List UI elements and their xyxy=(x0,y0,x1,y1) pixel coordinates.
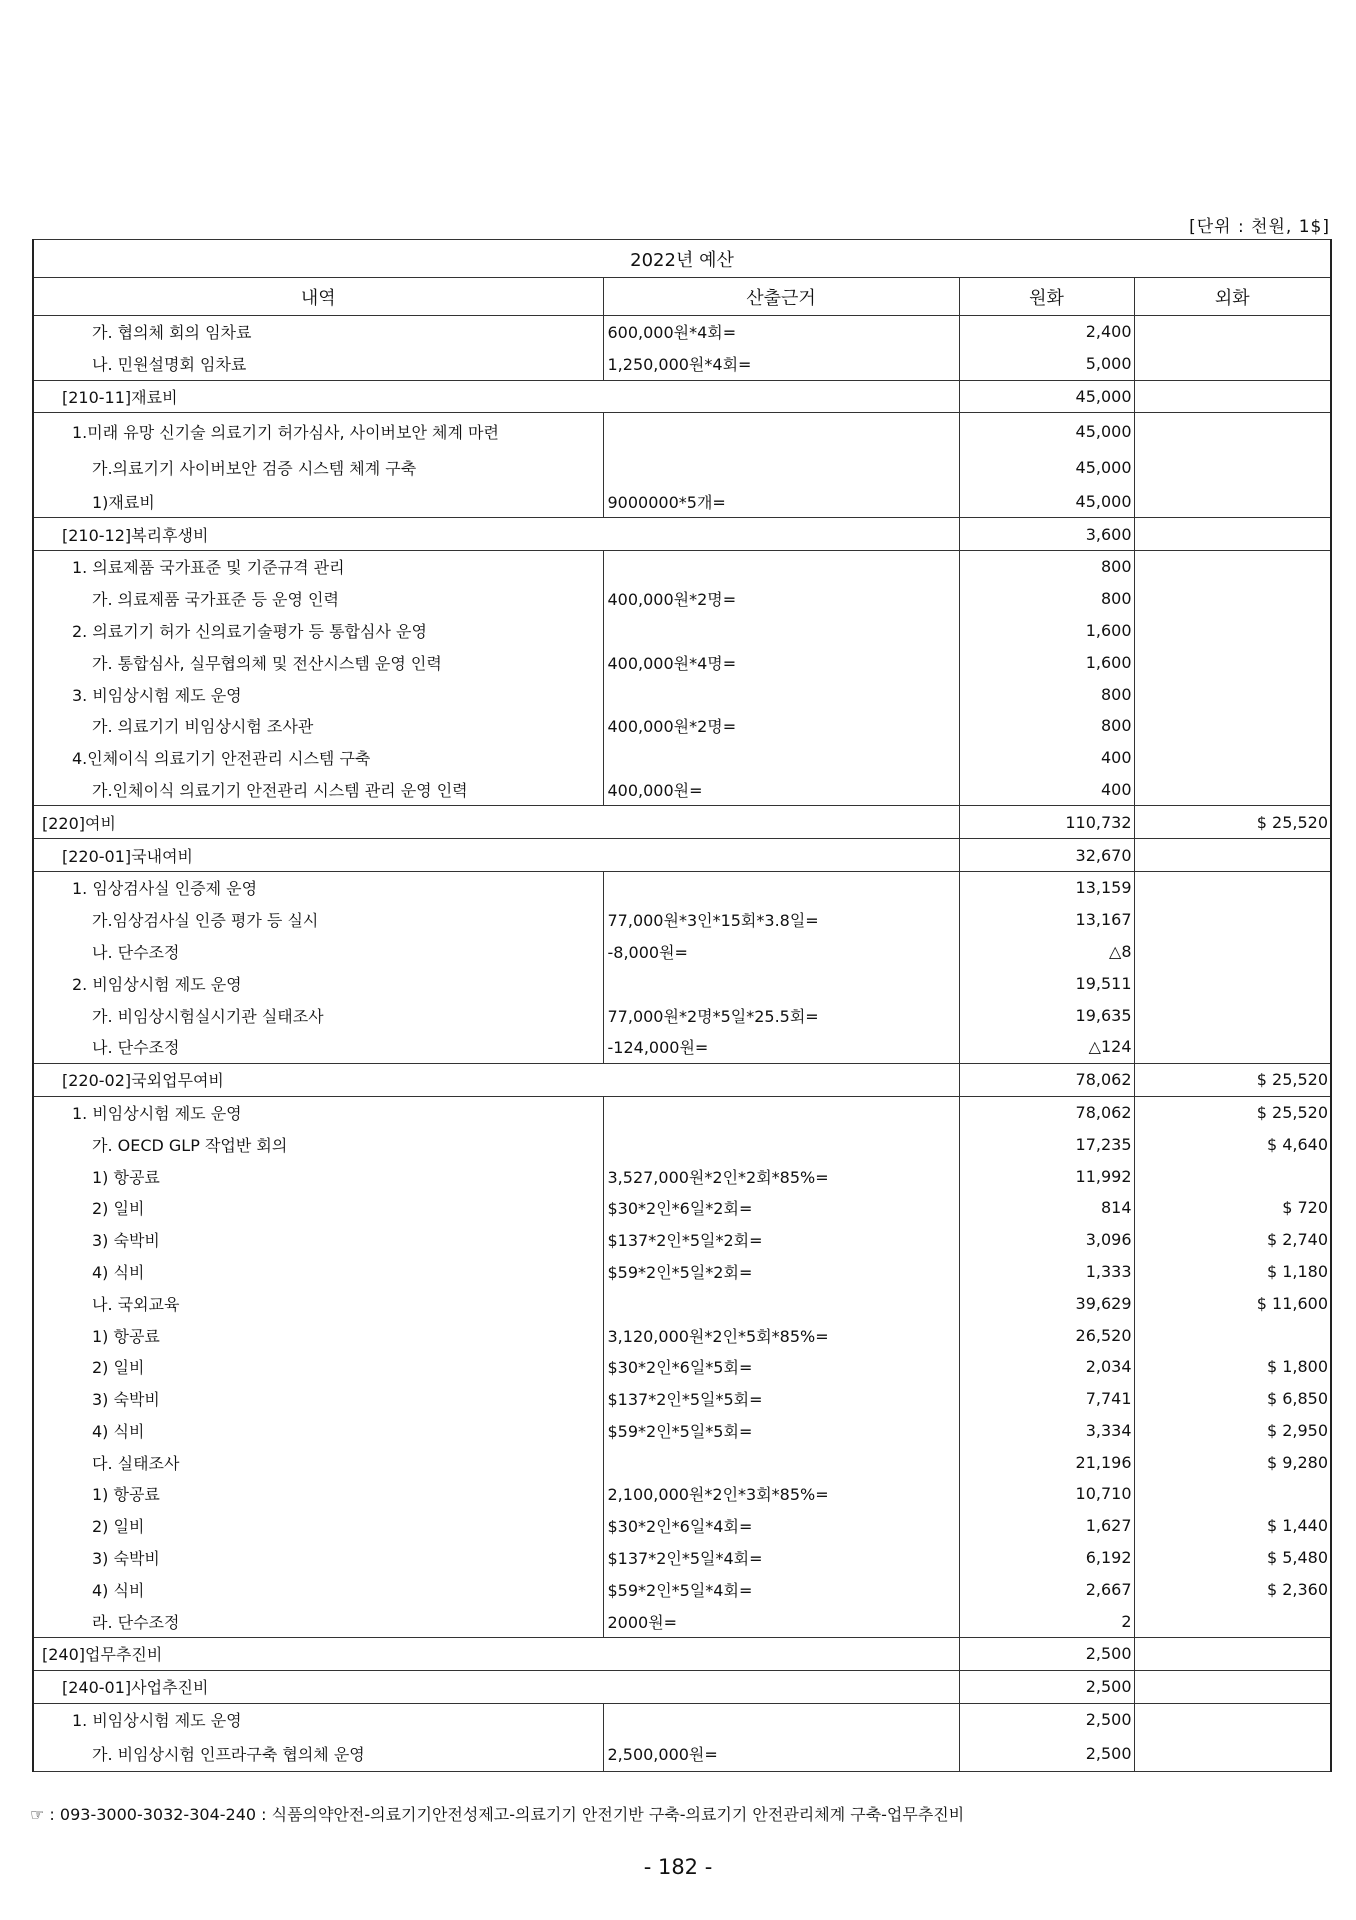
row-desc: 가. 비임상시험실시기관 실태조사 xyxy=(33,999,603,1031)
row-usd: $ 25,520 xyxy=(1134,1063,1331,1096)
table-row xyxy=(33,1031,1331,1063)
row-basis xyxy=(603,967,959,999)
row-basis: -124,000원= xyxy=(603,1031,959,1063)
row-desc: 가. 통합심사, 실무협의체 및 전산시스템 운영 인력 xyxy=(33,646,603,678)
section-row xyxy=(33,839,1331,872)
row-usd xyxy=(1134,615,1331,647)
row-desc: 가. 비임상시험 인프라구축 협의체 운영 xyxy=(33,1735,603,1772)
row-basis: 9000000*5개= xyxy=(603,485,959,517)
row-usd xyxy=(1134,742,1331,774)
col-header-desc: 내역 xyxy=(33,278,603,316)
row-desc: 가. 의료기기 비임상시험 조사관 xyxy=(33,710,603,742)
section-row xyxy=(33,1063,1331,1096)
row-krw: 800 xyxy=(959,678,1134,710)
row-krw: 32,670 xyxy=(959,839,1134,872)
row-basis: $30*2인*6일*5회= xyxy=(603,1351,959,1383)
table-row xyxy=(33,904,1331,936)
row-basis xyxy=(603,615,959,647)
section-row xyxy=(33,1638,1331,1671)
table-row xyxy=(33,999,1331,1031)
row-basis: $30*2인*6일*2회= xyxy=(603,1192,959,1224)
row-desc: 4) 식비 xyxy=(33,1415,603,1447)
row-basis: $59*2인*5일*4회= xyxy=(603,1573,959,1605)
table-row xyxy=(33,1415,1331,1447)
row-basis: 77,000원*2명*5일*25.5회= xyxy=(603,999,959,1031)
row-desc: 가. 협의체 회의 임차료 xyxy=(33,316,603,348)
row-basis: 2000원= xyxy=(603,1605,959,1637)
row-krw: 2 xyxy=(959,1605,1134,1637)
row-basis: 400,000원*2명= xyxy=(603,583,959,615)
row-desc: 가.의료기기 사이버보안 검증 시스템 체계 구축 xyxy=(33,449,603,485)
row-usd: $ 6,850 xyxy=(1134,1383,1331,1415)
section-label: [220]여비 xyxy=(33,806,959,839)
table-row xyxy=(33,485,1331,517)
table-row xyxy=(33,678,1331,710)
row-krw: 45,000 xyxy=(959,449,1134,485)
row-krw: 5,000 xyxy=(959,348,1134,380)
row-basis xyxy=(603,678,959,710)
page-number: - 182 - xyxy=(643,1855,713,1879)
row-krw: 19,511 xyxy=(959,967,1134,999)
section-row xyxy=(33,518,1331,551)
row-basis: 600,000원*4회= xyxy=(603,316,959,348)
row-desc: 나. 국외교육 xyxy=(33,1287,603,1319)
row-basis: $59*2인*5일*5회= xyxy=(603,1415,959,1447)
row-krw: 78,062 xyxy=(959,1063,1134,1096)
row-desc: 2. 비임상시험 제도 운영 xyxy=(33,967,603,999)
row-usd xyxy=(1134,1160,1331,1192)
row-desc: 3. 비임상시험 제도 운영 xyxy=(33,678,603,710)
table-row xyxy=(33,1287,1331,1319)
row-krw: 400 xyxy=(959,774,1134,806)
row-desc: 1. 의료제품 국가표준 및 기준규격 관리 xyxy=(33,550,603,582)
row-krw: 45,000 xyxy=(959,413,1134,450)
row-basis: 2,500,000원= xyxy=(603,1735,959,1772)
row-basis xyxy=(603,1287,959,1319)
col-header-krw: 원화 xyxy=(959,278,1134,316)
row-krw: 2,667 xyxy=(959,1573,1134,1605)
row-krw: 26,520 xyxy=(959,1319,1134,1351)
row-usd xyxy=(1134,871,1331,903)
budget-table xyxy=(32,239,1332,1772)
row-krw: 19,635 xyxy=(959,999,1134,1031)
row-krw: 17,235 xyxy=(959,1128,1134,1160)
row-usd xyxy=(1134,967,1331,999)
row-basis: $59*2인*5일*2회= xyxy=(603,1256,959,1288)
row-usd: $ 5,480 xyxy=(1134,1542,1331,1574)
row-usd xyxy=(1134,936,1331,968)
row-krw: 3,096 xyxy=(959,1224,1134,1256)
section-label: [210-11]재료비 xyxy=(33,380,959,413)
row-krw: 2,500 xyxy=(959,1703,1134,1735)
row-krw: 2,500 xyxy=(959,1735,1134,1772)
row-usd xyxy=(1134,413,1331,450)
table-row xyxy=(33,774,1331,806)
row-basis xyxy=(603,1446,959,1478)
row-usd: $ 2,740 xyxy=(1134,1224,1331,1256)
row-krw: 1,600 xyxy=(959,646,1134,678)
table-row xyxy=(33,615,1331,647)
table-row xyxy=(33,967,1331,999)
row-usd: $ 2,950 xyxy=(1134,1415,1331,1447)
row-desc: 나. 단수조정 xyxy=(33,1031,603,1063)
row-usd xyxy=(1134,380,1331,413)
row-usd: $ 11,600 xyxy=(1134,1287,1331,1319)
row-krw: 814 xyxy=(959,1192,1134,1224)
row-basis: $137*2인*5일*5회= xyxy=(603,1383,959,1415)
table-header-row xyxy=(33,278,1331,316)
row-krw: 21,196 xyxy=(959,1446,1134,1478)
table-row xyxy=(33,1096,1331,1128)
row-krw: 1,600 xyxy=(959,615,1134,647)
row-desc: 1. 임상검사실 인증제 운영 xyxy=(33,871,603,903)
row-usd xyxy=(1134,316,1331,348)
row-usd xyxy=(1134,774,1331,806)
row-usd xyxy=(1134,1031,1331,1063)
row-basis: 77,000원*3인*15회*3.8일= xyxy=(603,904,959,936)
table-row xyxy=(33,1478,1331,1510)
row-krw: 400 xyxy=(959,742,1134,774)
row-krw: 2,400 xyxy=(959,316,1134,348)
row-basis xyxy=(603,1096,959,1128)
row-basis xyxy=(603,1128,959,1160)
row-krw: 45,000 xyxy=(959,380,1134,413)
table-row xyxy=(33,871,1331,903)
row-desc: 3) 숙박비 xyxy=(33,1542,603,1574)
table-row xyxy=(33,1542,1331,1574)
row-desc: 2. 의료기기 허가 신의료기술평가 등 통합심사 운영 xyxy=(33,615,603,647)
row-desc: 가.임상검사실 인증 평가 등 실시 xyxy=(33,904,603,936)
row-krw: 11,992 xyxy=(959,1160,1134,1192)
table-row xyxy=(33,413,1331,450)
row-desc: 1) 항공료 xyxy=(33,1478,603,1510)
row-krw: △124 xyxy=(959,1031,1134,1063)
row-usd: $ 1,180 xyxy=(1134,1256,1331,1288)
section-label: [210-12]복리후생비 xyxy=(33,518,959,551)
col-header-usd: 외화 xyxy=(1134,278,1331,316)
table-row xyxy=(33,449,1331,485)
row-desc: 1. 비임상시험 제도 운영 xyxy=(33,1703,603,1735)
row-desc: 1)재료비 xyxy=(33,485,603,517)
row-basis xyxy=(603,449,959,485)
section-label: [220-01]국내여비 xyxy=(33,839,959,872)
row-usd xyxy=(1134,583,1331,615)
row-desc: 2) 일비 xyxy=(33,1510,603,1542)
row-desc: 1. 비임상시험 제도 운영 xyxy=(33,1096,603,1128)
table-row xyxy=(33,1319,1331,1351)
row-krw: 1,627 xyxy=(959,1510,1134,1542)
row-basis: 3,527,000원*2인*2회*85%= xyxy=(603,1160,959,1192)
row-desc: 4) 식비 xyxy=(33,1573,603,1605)
footnote: ☞ : 093-3000-3032-304-240 : 식품의약안전-의료기기안전성제고-의료기기 안전기반 구축-의료기기 안전관리체계 구축-업무추진비 xyxy=(30,1805,965,1824)
row-krw: △8 xyxy=(959,936,1134,968)
section-label: [240-01]사업추진비 xyxy=(33,1670,959,1703)
table-row xyxy=(33,1351,1331,1383)
row-desc: 1) 항공료 xyxy=(33,1319,603,1351)
table-row xyxy=(33,1446,1331,1478)
row-basis: 400,000원*2명= xyxy=(603,710,959,742)
row-desc: 3) 숙박비 xyxy=(33,1224,603,1256)
table-row xyxy=(33,1703,1331,1735)
row-desc: 라. 단수조정 xyxy=(33,1605,603,1637)
row-basis xyxy=(603,550,959,582)
row-krw: 7,741 xyxy=(959,1383,1134,1415)
row-krw: 10,710 xyxy=(959,1478,1134,1510)
row-krw: 39,629 xyxy=(959,1287,1134,1319)
table-row xyxy=(33,1192,1331,1224)
row-basis: $137*2인*5일*2회= xyxy=(603,1224,959,1256)
row-usd xyxy=(1134,710,1331,742)
row-basis: 2,100,000원*2인*3회*85%= xyxy=(603,1478,959,1510)
row-krw: 2,500 xyxy=(959,1670,1134,1703)
table-row xyxy=(33,1224,1331,1256)
row-usd xyxy=(1134,1735,1331,1772)
row-krw: 13,167 xyxy=(959,904,1134,936)
row-krw: 800 xyxy=(959,550,1134,582)
row-krw: 800 xyxy=(959,710,1134,742)
table-row xyxy=(33,646,1331,678)
row-krw: 800 xyxy=(959,583,1134,615)
row-krw: 3,600 xyxy=(959,518,1134,551)
table-row xyxy=(33,1510,1331,1542)
row-desc: 다. 실태조사 xyxy=(33,1446,603,1478)
row-usd: $ 25,520 xyxy=(1134,806,1331,839)
table-row xyxy=(33,742,1331,774)
table-row xyxy=(33,936,1331,968)
table-row xyxy=(33,1605,1331,1637)
row-desc: 4.인체이식 의료기기 안전관리 시스템 구축 xyxy=(33,742,603,774)
row-usd xyxy=(1134,449,1331,485)
row-basis xyxy=(603,871,959,903)
table-row xyxy=(33,710,1331,742)
row-desc: 나. 민원설명회 임차료 xyxy=(33,348,603,380)
row-krw: 13,159 xyxy=(959,871,1134,903)
row-basis: -8,000원= xyxy=(603,936,959,968)
section-label: [220-02]국외업무여비 xyxy=(33,1063,959,1096)
section-row xyxy=(33,806,1331,839)
row-usd xyxy=(1134,1638,1331,1671)
row-krw: 6,192 xyxy=(959,1542,1134,1574)
table-row xyxy=(33,1735,1331,1772)
row-krw: 110,732 xyxy=(959,806,1134,839)
row-basis: 1,250,000원*4회= xyxy=(603,348,959,380)
row-krw: 2,500 xyxy=(959,1638,1134,1671)
row-basis: 3,120,000원*2인*5회*85%= xyxy=(603,1319,959,1351)
row-krw: 45,000 xyxy=(959,485,1134,517)
row-basis: $137*2인*5일*4회= xyxy=(603,1542,959,1574)
row-usd xyxy=(1134,678,1331,710)
row-krw: 2,034 xyxy=(959,1351,1134,1383)
row-usd xyxy=(1134,348,1331,380)
table-row xyxy=(33,348,1331,380)
row-usd: $ 9,280 xyxy=(1134,1446,1331,1478)
table-row xyxy=(33,583,1331,615)
table-row xyxy=(33,316,1331,348)
row-krw: 1,333 xyxy=(959,1256,1134,1288)
table-row xyxy=(33,1128,1331,1160)
row-desc: 가.인체이식 의료기기 안전관리 시스템 관리 운영 인력 xyxy=(33,774,603,806)
row-usd xyxy=(1134,518,1331,551)
row-basis xyxy=(603,1703,959,1735)
table-title: 2022년 예산 xyxy=(33,240,1331,278)
row-usd xyxy=(1134,646,1331,678)
row-usd: $ 25,520 xyxy=(1134,1096,1331,1128)
row-usd xyxy=(1134,839,1331,872)
row-usd: $ 720 xyxy=(1134,1192,1331,1224)
row-desc: 4) 식비 xyxy=(33,1256,603,1288)
row-basis xyxy=(603,413,959,450)
row-krw: 3,334 xyxy=(959,1415,1134,1447)
row-basis: 400,000원= xyxy=(603,774,959,806)
row-desc: 나. 단수조정 xyxy=(33,936,603,968)
unit-label: [단위 : 천원, 1$] xyxy=(1189,217,1330,237)
row-desc: 가. 의료제품 국가표준 등 운영 인력 xyxy=(33,583,603,615)
row-desc: 3) 숙박비 xyxy=(33,1383,603,1415)
row-basis: $30*2인*6일*4회= xyxy=(603,1510,959,1542)
table-row xyxy=(33,1256,1331,1288)
row-usd xyxy=(1134,1670,1331,1703)
row-usd xyxy=(1134,999,1331,1031)
row-desc: 1) 항공료 xyxy=(33,1160,603,1192)
row-usd xyxy=(1134,1478,1331,1510)
row-krw: 78,062 xyxy=(959,1096,1134,1128)
row-desc: 2) 일비 xyxy=(33,1351,603,1383)
row-desc: 2) 일비 xyxy=(33,1192,603,1224)
section-label: [240]업무추진비 xyxy=(33,1638,959,1671)
col-header-basis: 산출근거 xyxy=(603,278,959,316)
table-row xyxy=(33,550,1331,582)
section-row xyxy=(33,1670,1331,1703)
table-row xyxy=(33,1383,1331,1415)
row-usd xyxy=(1134,1703,1331,1735)
table-title-row xyxy=(33,240,1331,278)
row-usd: $ 2,360 xyxy=(1134,1573,1331,1605)
row-usd: $ 1,800 xyxy=(1134,1351,1331,1383)
row-desc: 1.미래 유망 신기술 의료기기 허가심사, 사이버보안 체계 마련 xyxy=(33,413,603,450)
table-row xyxy=(33,1573,1331,1605)
row-usd xyxy=(1134,1605,1331,1637)
row-desc: 가. OECD GLP 작업반 회의 xyxy=(33,1128,603,1160)
row-usd xyxy=(1134,904,1331,936)
row-usd: $ 4,640 xyxy=(1134,1128,1331,1160)
section-row xyxy=(33,380,1331,413)
row-usd: $ 1,440 xyxy=(1134,1510,1331,1542)
row-usd xyxy=(1134,485,1331,517)
row-usd xyxy=(1134,550,1331,582)
row-basis: 400,000원*4명= xyxy=(603,646,959,678)
row-usd xyxy=(1134,1319,1331,1351)
row-basis xyxy=(603,742,959,774)
table-row xyxy=(33,1160,1331,1192)
